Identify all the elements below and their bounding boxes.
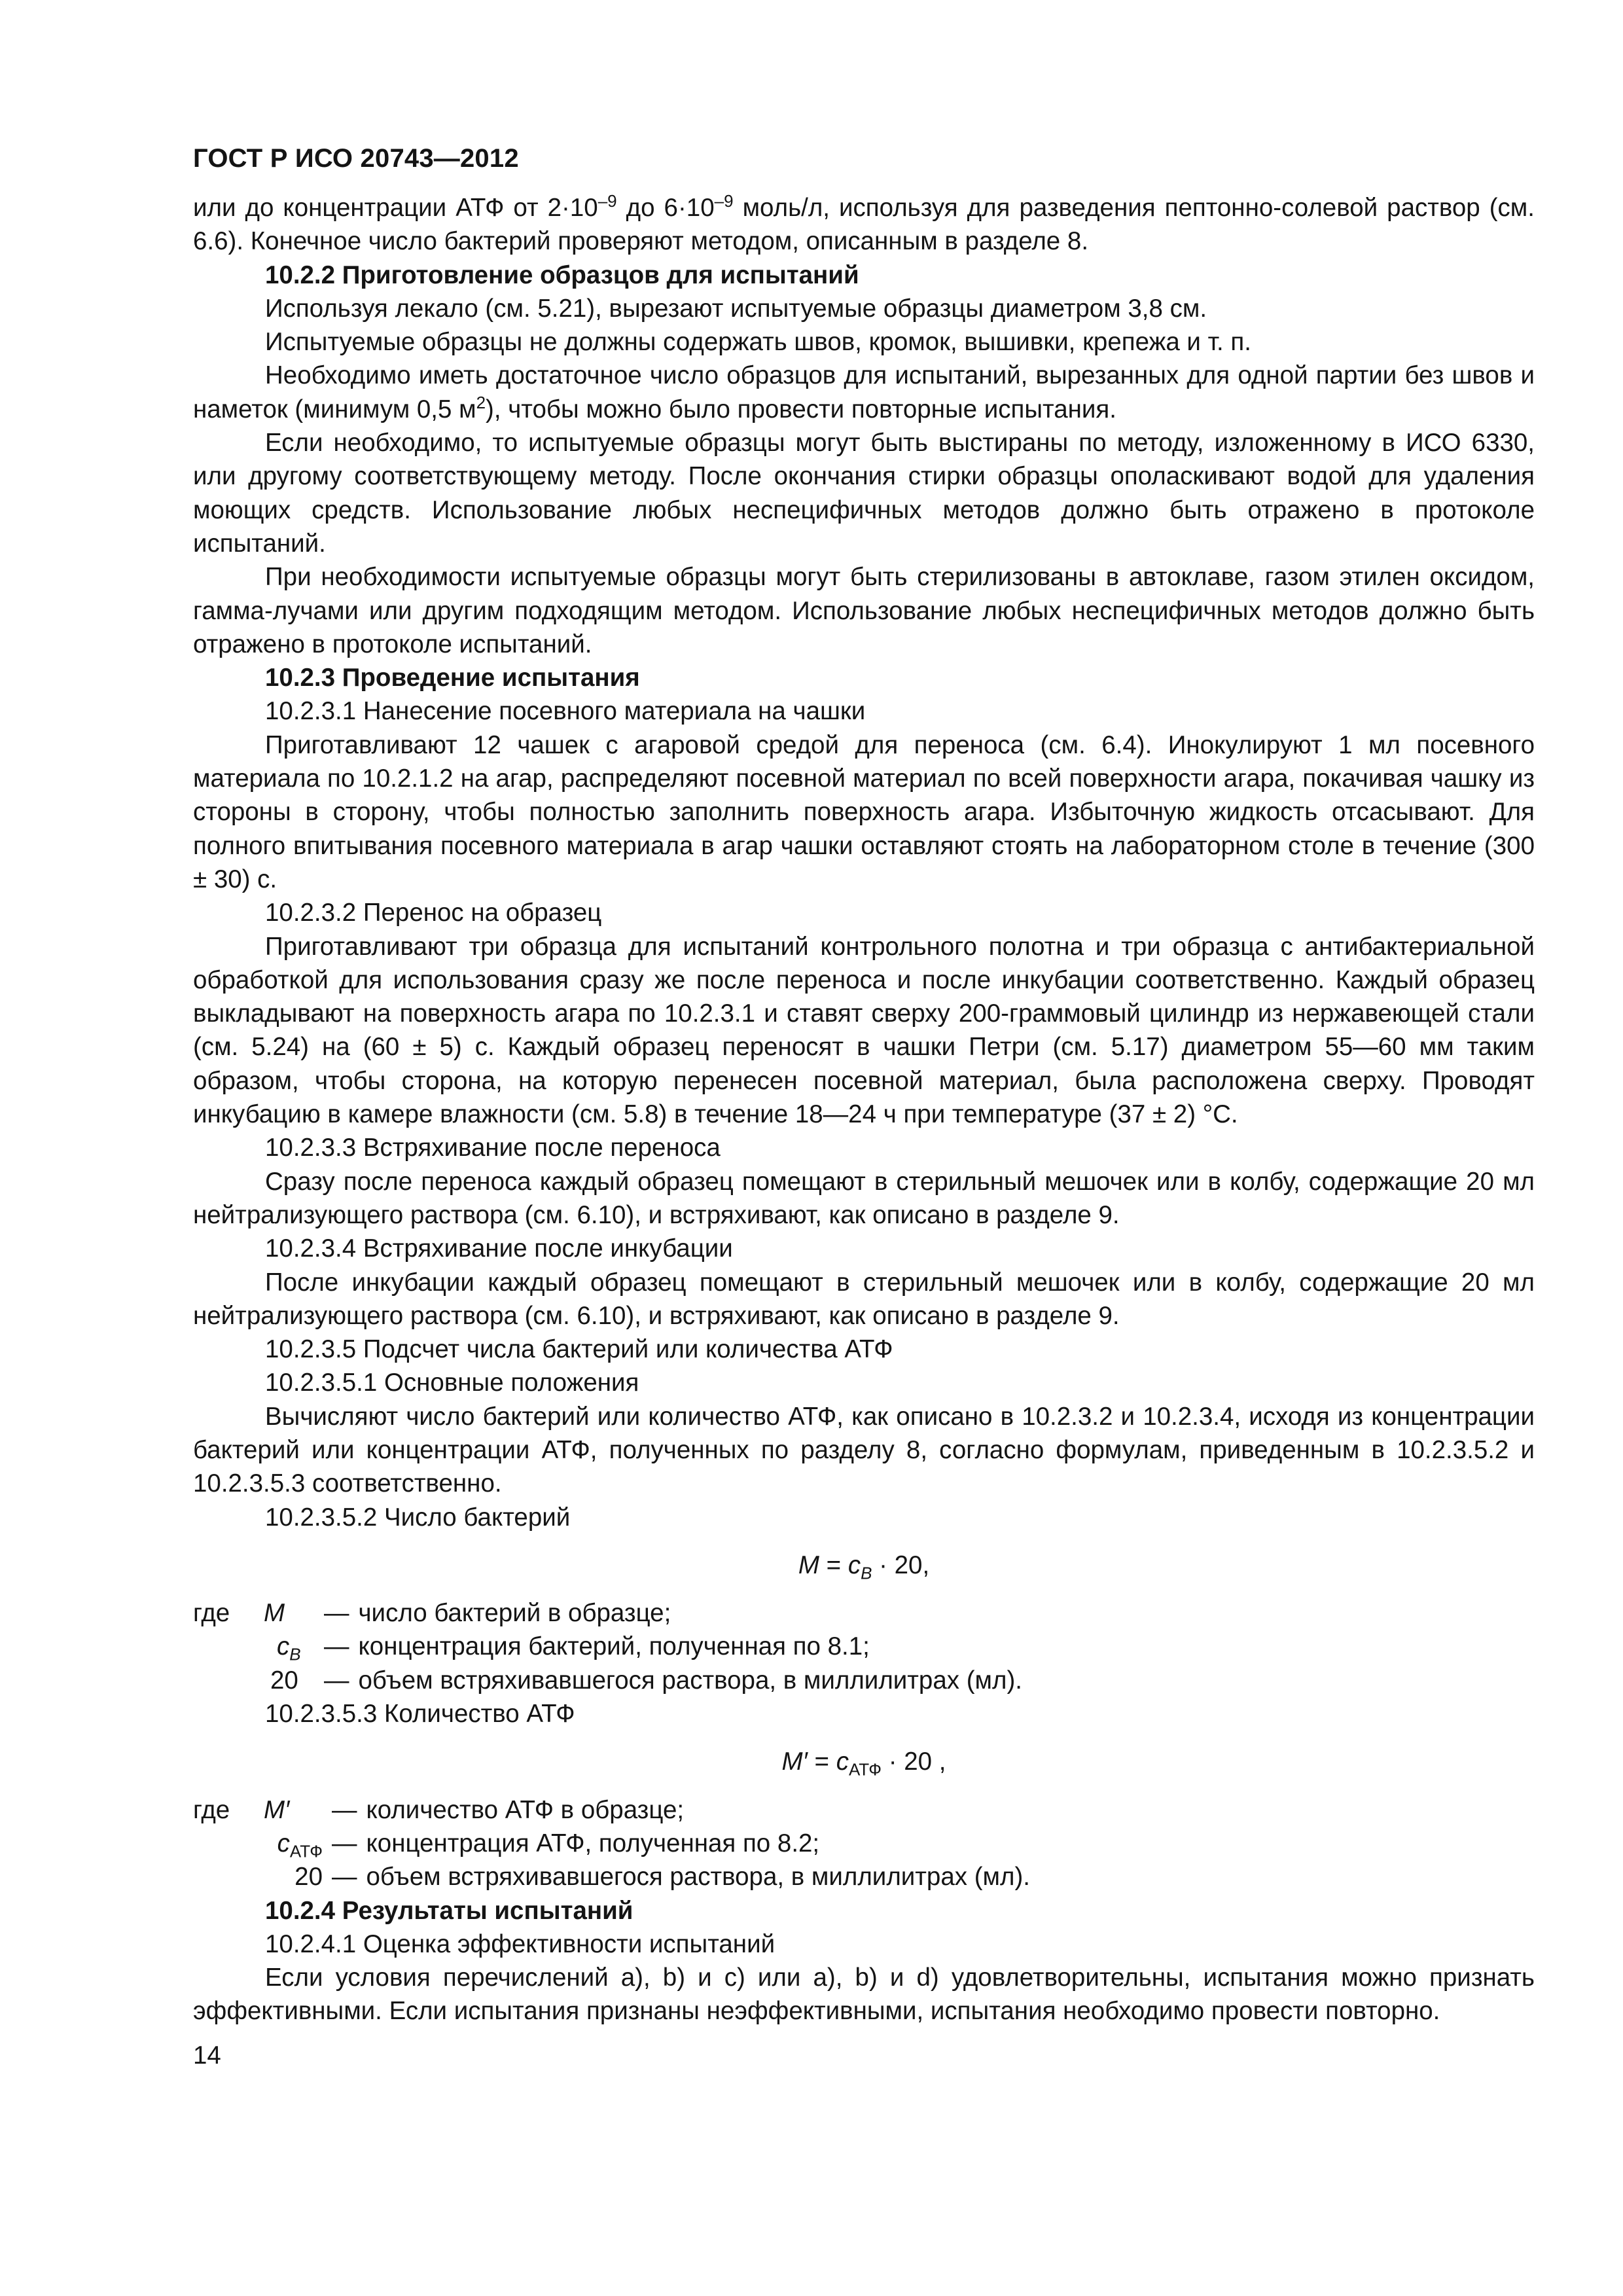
paragraph-calculation: Вычисляют число бактерий или количество АТФ, как описано в 10.2.3.2 и 10.2.3.4, исходя из концентрации бактерий или концентрации АТФ, полученных по разделу 8, согласно формулам, приведенным в 10.2.3.5.2 и 10.2.3.5.3 соответственно. [193, 1402, 1535, 1498]
legend-row: $c_B$ — концентрация бактерий, полученная по 8.1; [277, 1632, 870, 1665]
formula-legend-bacteria [193, 1596, 1535, 1697]
section-heading-10-2-4: 10.2.4 Результаты испытаний [265, 1896, 633, 1925]
paragraph-transfer: Приготавливают три образца для испытаний контрольного полотна и три образца с антибактериальной обработкой для использования сразу же после переноса и после инкубации соответственно. Каждый образец выкладывают на поверхность агара по 10.2.3.1 и ставят сверху 200-граммовый цилиндр из нержавеющей стали (см. 5.24) на (60 ± 5) с. Каждый образец переносят в чашки Петри (см. 5.17) диаметром 55—60 мм таким образом, чтобы сторона, на которую перенесен посевной материал, была расположена сверху. Проводят инкубацию в камере влажности (см. 5.8) в течение 18—24 ч при температуре (37 ± 2) °С. [193, 932, 1535, 1129]
paragraph-shaking-after-incubation: После инкубации каждый образец помещают в стерильный мешочек или в колбу, содержащие 20 мл нейтрализующего раствора (см. 6.10), и встряхивают, как описано в разделе 9. [193, 1268, 1535, 1330]
formula-atp-amount: $M' = c_{АТФ} \cdot 20$ , [781, 1748, 946, 1780]
subsection-heading-10-2-3-5-3: 10.2.3.5.3 Количество АТФ [265, 1700, 575, 1729]
subsection-heading-10-2-4-1: 10.2.4.1 Оценка эффективности испытаний [265, 1929, 776, 1958]
paragraph-test-effectiveness: Если условия перечислений а), b) и с) или а), b) и d) удовлетворительны, испытания можно признать эффективными. Если испытания признаны неэффективными, испытания необходимо провести повторно. [193, 1964, 1535, 2026]
legend-row: где M′ — количество АТФ в образце; [193, 1795, 685, 1824]
section-heading-10-2-2: 10.2.2 Приготовление образцов для испытаний [265, 260, 859, 289]
paragraph-template-cutting: Используя лекало (см. 5.21), вырезают испытуемые образцы диаметром 3,8 см. [265, 294, 1207, 323]
formula-bacteria-count: $M = c_B \cdot 20$, [798, 1551, 930, 1583]
paragraph-no-seams: Испытуемые образцы не должны содержать швов, кромок, вышивки, крепежа и т. п. [265, 328, 1251, 357]
subsection-heading-10-2-3-4: 10.2.3.4 Встряхивание после инкубации [265, 1234, 733, 1263]
paragraph-washing: Если необходимо, то испытуемые образцы могут быть выстираны по методу, изложенному в ИСО 6330, или другому соответствующему методу. После окончания стирки образцы ополаскивают водой для удаления моющих средств. Использование любых неспецифичных методов должно быть отражено в протоколе испытаний. [193, 429, 1535, 558]
subsection-heading-10-2-3-1: 10.2.3.1 Нанесение посевного материала на чашки [265, 697, 866, 726]
subsection-heading-10-2-3-2: 10.2.3.2 Перенос на образец [265, 899, 602, 927]
page-number: 14 [193, 2041, 221, 2070]
document-page [193, 143, 1535, 2072]
paragraph-atp-concentration: или до концентрации АТФ от $2\cdot 10^{-9}$ до $6\cdot 10^{-9}$ моль/л, используя для разведения пептонно-солевой раствор (см. 6.6). Конечное число бактерий проверяют методом, описанным в разделе 8. [193, 191, 1535, 256]
paragraph-sufficient-samples: Необходимо иметь достаточное число образцов для испытаний, вырезанных для одной партии без швов и наметок (минимум 0,5 $м^2$), чтобы можно было провести повторные испытания. [193, 361, 1535, 423]
subsection-heading-10-2-3-5-1: 10.2.3.5.1 Основные положения [265, 1369, 639, 1397]
document-header: ГОСТ Р ИСО 20743—2012 [193, 144, 519, 173]
paragraph-sterilization: При необходимости испытуемые образцы могут быть стерилизованы в автоклаве, газом этилен оксидом, гамма-лучами или другим подходящим методом. Использование любых неспецифичных методов должно быть отражено в протоколе испытаний. [193, 563, 1535, 658]
legend-row: $c_{АТФ}$ — концентрация АТФ, полученная по 8.2; [277, 1829, 820, 1861]
subsection-heading-10-2-3-5-2: 10.2.3.5.2 Число бактерий [265, 1503, 571, 1532]
legend-row: 20 — объем встряхивавшегося раствора, в миллилитрах (мл). [294, 1863, 1030, 1892]
section-heading-10-2-3: 10.2.3 Проведение испытания [265, 664, 640, 692]
formula-legend-atp [193, 1793, 1535, 1894]
subsection-heading-10-2-3-5: 10.2.3.5 Подсчет числа бактерий или количества АТФ [265, 1335, 893, 1364]
paragraph-inoculation: Приготавливают 12 чашек с агаровой средой для переноса (см. 6.4). Инокулируют 1 мл посевного материала по 10.2.1.2 на агар, распределяют посевной материал по всей поверхности агара, покачивая чашку из стороны в сторону, чтобы полностью заполнить поверхность агара. Избыточную жидкость отсасывают. Для полного впитывания посевного материала в агар чашки оставляют стоять на лабораторном столе в течение (300 ± 30) с. [193, 730, 1535, 893]
legend-row: где M — число бактерий в образце; [193, 1599, 671, 1628]
legend-row: 20 — объем встряхивавшегося раствора, в миллилитрах (мл). [270, 1666, 1022, 1695]
paragraph-shaking-after-transfer: Сразу после переноса каждый образец помещают в стерильный мешочек или в колбу, содержащие 20 мл нейтрализующего раствора (см. 6.10), и встряхивают, как описано в разделе 9. [193, 1167, 1535, 1229]
subsection-heading-10-2-3-3: 10.2.3.3 Встряхивание после переноса [265, 1134, 721, 1162]
